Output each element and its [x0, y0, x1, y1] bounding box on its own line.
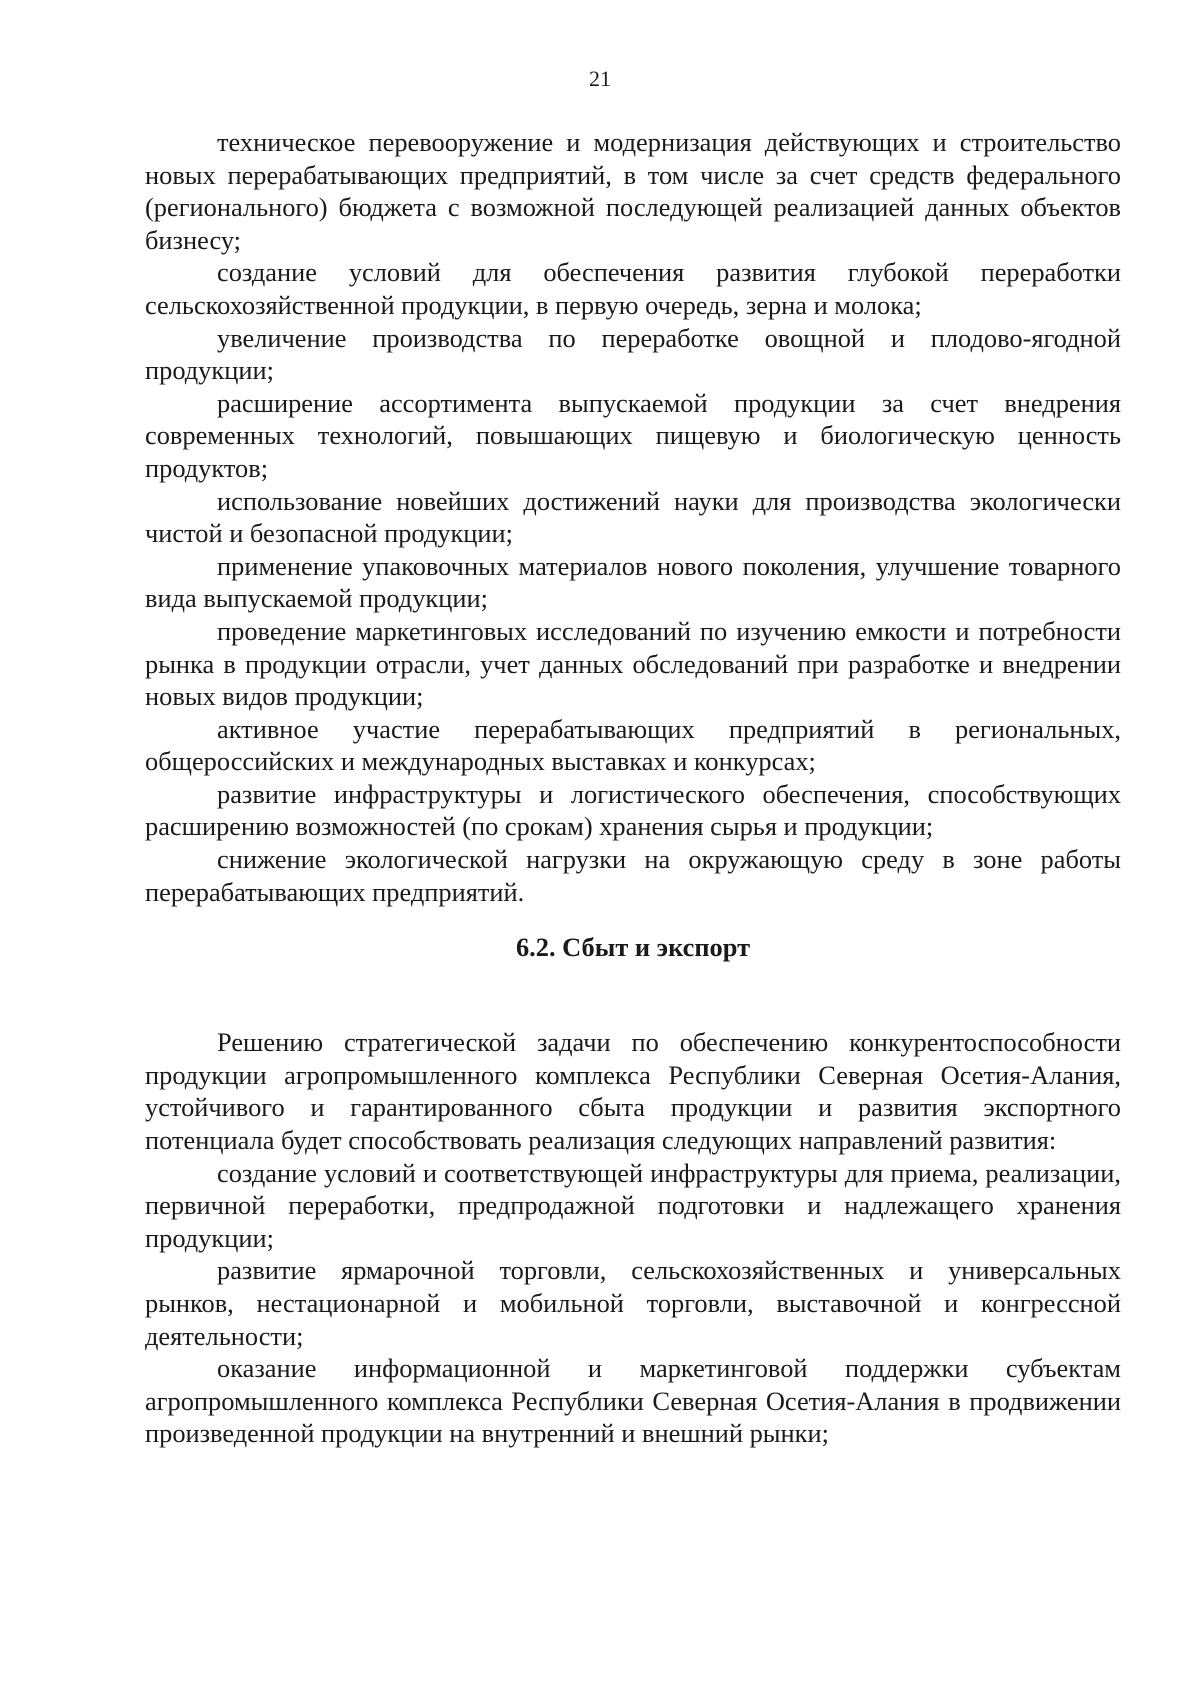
- paragraph: создание условий и соответствующей инфраструктуры для приема, реализации, первичной переработки, предпродажной подготовки и надлежащего хранения продукции;: [145, 1157, 1121, 1253]
- paragraph: активное участие перерабатывающих предприятий в региональных, общероссийских и международных выставках и конкурсах;: [145, 713, 1121, 777]
- page-content: [145, 126, 1121, 1450]
- paragraph: расширение ассортимента выпускаемой продукции за счет внедрения современных технологий, повышающих пищевую и биологическую ценность продуктов;: [145, 387, 1121, 483]
- page-number: 21: [589, 66, 611, 91]
- paragraph: снижение экологической нагрузки на окружающую среду в зоне работы перерабатывающих предприятий.: [145, 844, 1121, 907]
- section-heading: 6.2. Сбыт и экспорт: [515, 932, 751, 963]
- paragraph: развитие инфраструктуры и логистического обеспечения, способствующих расширению возможностей (по срокам) хранения сырья и продукции;: [145, 778, 1121, 842]
- spacer: [145, 994, 1121, 1026]
- paragraph: применение упаковочных материалов нового поколения, улучшение товарного вида выпускаемой продукции;: [145, 550, 1121, 614]
- paragraph: использование новейших достижений науки для производства экологически чистой и безопасной продукции;: [145, 485, 1121, 549]
- paragraph: оказание информационной и маркетинговой поддержки субъектам агропромышленного комплекса Республики Северная Осетия-Алания в продвижении произведенной продукции на внутренний и внешний рынки;: [145, 1353, 1121, 1449]
- paragraph: проведение маркетинговых исследований по изучению емкости и потребности рынка в продукции отрасли, учет данных обследований при разработке и внедрении новых видов продукции;: [145, 615, 1121, 712]
- paragraph: развитие ярмарочной торговли, сельскохозяйственных и универсальных рынков, нестационарной и мобильной торговли, выставочной и конгрессной деятельности;: [145, 1255, 1121, 1351]
- paragraph: техническое перевооружение и модернизация действующих и строительство новых перерабатывающих предприятий, в том числе за счет средств федерального (регионального) бюджета с возможной последующей реализацией данных объектов бизнесу;: [145, 127, 1121, 255]
- paragraph: увеличение производства по переработке овощной и плодово-ягодной продукции;: [145, 322, 1121, 386]
- paragraph: создание условий для обеспечения развития глубокой переработки сельскохозяйственной продукции, в первую очередь, зерна и молока;: [145, 257, 1121, 320]
- paragraph: Решению стратегической задачи по обеспечению конкурентоспособности продукции агропромышленного комплекса Республики Северная Осетия-Алания, устойчивого и гарантированного сбыта продукции и развития экспортного потенциала будет способствовать реализация следующих направлений развития:: [145, 1027, 1121, 1156]
